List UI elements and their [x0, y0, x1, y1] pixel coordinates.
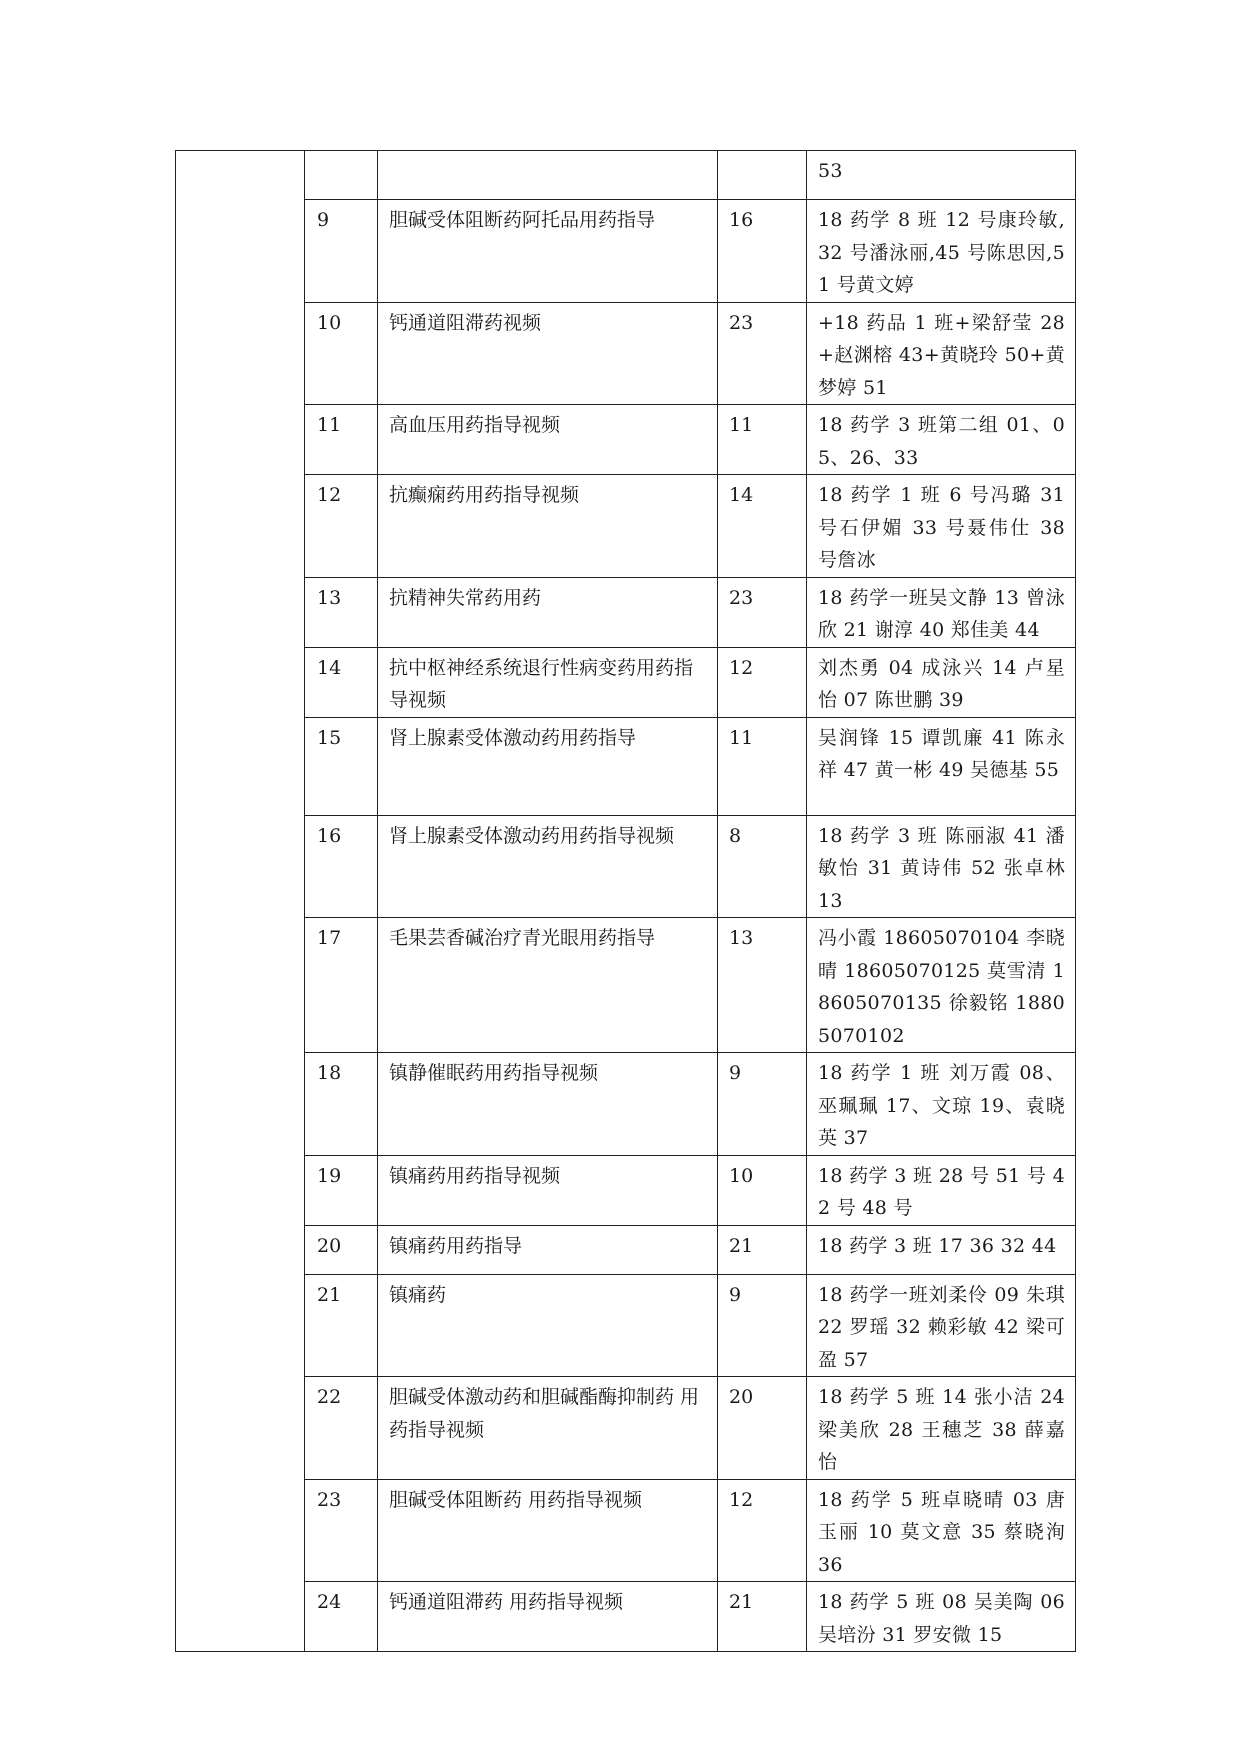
row-title: 镇痛药用药指导 — [378, 1225, 718, 1274]
row-number: 23 — [305, 1479, 378, 1582]
table-row — [176, 200, 1076, 303]
row-title: 胆碱受体阻断药阿托品用药指导 — [378, 200, 718, 303]
row-members: 刘杰勇 04 成泳兴 14 卢星怡 07 陈世鹏 39 — [807, 647, 1076, 717]
row-count: 12 — [718, 647, 807, 717]
row-title: 钙通道阻滞药视频 — [378, 302, 718, 405]
table-row — [176, 405, 1076, 475]
row-number: 18 — [305, 1053, 378, 1156]
table-row — [176, 1582, 1076, 1652]
row-members: 18 药学 5 班卓晓晴 03 唐玉丽 10 莫文意 35 蔡晓洵 36 — [807, 1479, 1076, 1582]
table-row — [176, 918, 1076, 1053]
row-title: 抗癫痫药用药指导视频 — [378, 475, 718, 578]
row-title: 毛果芸香碱治疗青光眼用药指导 — [378, 918, 718, 1053]
row-title: 抗精神失常药用药 — [378, 577, 718, 647]
table-row — [176, 577, 1076, 647]
table-row — [176, 1479, 1076, 1582]
row-number: 20 — [305, 1225, 378, 1274]
row-title: 肾上腺素受体激动药用药指导视频 — [378, 815, 718, 918]
row-members: 18 药学 3 班第二组 01、05、26、33 — [807, 405, 1076, 475]
row-number: 21 — [305, 1274, 378, 1377]
row-number: 19 — [305, 1155, 378, 1225]
row-number — [305, 151, 378, 200]
table-row — [176, 1155, 1076, 1225]
row-count: 10 — [718, 1155, 807, 1225]
table-row — [176, 647, 1076, 717]
table-row — [176, 302, 1076, 405]
row-number: 14 — [305, 647, 378, 717]
row-members: 18 药学一班吴文静 13 曾泳欣 21 谢淳 40 郑佳美 44 — [807, 577, 1076, 647]
row-count: 23 — [718, 302, 807, 405]
table-row — [176, 815, 1076, 918]
row-number: 12 — [305, 475, 378, 578]
row-number: 11 — [305, 405, 378, 475]
row-count: 12 — [718, 1479, 807, 1582]
row-title: 抗中枢神经系统退行性病变药用药指导视频 — [378, 647, 718, 717]
row-number: 17 — [305, 918, 378, 1053]
table-row — [176, 151, 1076, 200]
row-members: 18 药学一班刘柔伶 09 朱琪 22 罗瑶 32 赖彩敏 42 梁可盈 57 — [807, 1274, 1076, 1377]
row-members: 冯小霞 18605070104 李晓晴 18605070125 莫雪清 18605070135 徐毅铭 18805070102 — [807, 918, 1076, 1053]
row-number: 16 — [305, 815, 378, 918]
row-count: 9 — [718, 1053, 807, 1156]
merged-category-cell — [176, 151, 305, 1652]
row-members: 53 — [807, 151, 1076, 200]
row-number: 10 — [305, 302, 378, 405]
row-count — [718, 151, 807, 200]
row-number: 24 — [305, 1582, 378, 1652]
row-title: 胆碱受体阻断药 用药指导视频 — [378, 1479, 718, 1582]
table-row — [176, 475, 1076, 578]
row-count: 21 — [718, 1582, 807, 1652]
table-row — [176, 717, 1076, 815]
row-count: 11 — [718, 405, 807, 475]
row-count: 14 — [718, 475, 807, 578]
row-number: 15 — [305, 717, 378, 815]
assignment-table — [175, 150, 1076, 1652]
table-row — [176, 1377, 1076, 1480]
row-members: 18 药学 8 班 12 号康玲敏,32 号潘泳丽,45 号陈思因,51 号黄文婷 — [807, 200, 1076, 303]
row-title: 镇静催眠药用药指导视频 — [378, 1053, 718, 1156]
row-members: 18 药学 3 班 28 号 51 号 42 号 48 号 — [807, 1155, 1076, 1225]
row-title: 镇痛药 — [378, 1274, 718, 1377]
row-number: 13 — [305, 577, 378, 647]
row-members: 18 药学 1 班 6 号冯璐 31 号石伊媚 33 号聂伟仕 38 号詹冰 — [807, 475, 1076, 578]
table-row — [176, 1225, 1076, 1274]
row-members: 18 药学 3 班 17 36 32 44 — [807, 1225, 1076, 1274]
row-count: 13 — [718, 918, 807, 1053]
row-count: 11 — [718, 717, 807, 815]
row-count: 20 — [718, 1377, 807, 1480]
table-row — [176, 1274, 1076, 1377]
row-members: +18 药品 1 班+梁舒莹 28+赵渊榕 43+黄晓玲 50+黄梦婷 51 — [807, 302, 1076, 405]
table-row — [176, 1053, 1076, 1156]
row-title: 高血压用药指导视频 — [378, 405, 718, 475]
row-count: 23 — [718, 577, 807, 647]
row-count: 9 — [718, 1274, 807, 1377]
row-members: 18 药学 5 班 14 张小洁 24 梁美欣 28 王穗芝 38 薛嘉怡 — [807, 1377, 1076, 1480]
row-count: 21 — [718, 1225, 807, 1274]
row-number: 9 — [305, 200, 378, 303]
row-title — [378, 151, 718, 200]
row-members: 18 药学 5 班 08 吴美陶 06 吴培汾 31 罗安微 15 — [807, 1582, 1076, 1652]
row-members: 18 药学 3 班 陈丽淑 41 潘敏怡 31 黄诗伟 52 张卓林 13 — [807, 815, 1076, 918]
row-members: 吴润锋 15 谭凯廉 41 陈永祥 47 黄一彬 49 吴德基 55 — [807, 717, 1076, 815]
row-number: 22 — [305, 1377, 378, 1480]
row-title: 钙通道阻滞药 用药指导视频 — [378, 1582, 718, 1652]
row-members: 18 药学 1 班 刘万霞 08、巫珮珮 17、文琼 19、袁晓英 37 — [807, 1053, 1076, 1156]
row-count: 8 — [718, 815, 807, 918]
row-title: 肾上腺素受体激动药用药指导 — [378, 717, 718, 815]
row-title: 镇痛药用药指导视频 — [378, 1155, 718, 1225]
row-count: 16 — [718, 200, 807, 303]
row-title: 胆碱受体激动药和胆碱酯酶抑制药 用药指导视频 — [378, 1377, 718, 1480]
